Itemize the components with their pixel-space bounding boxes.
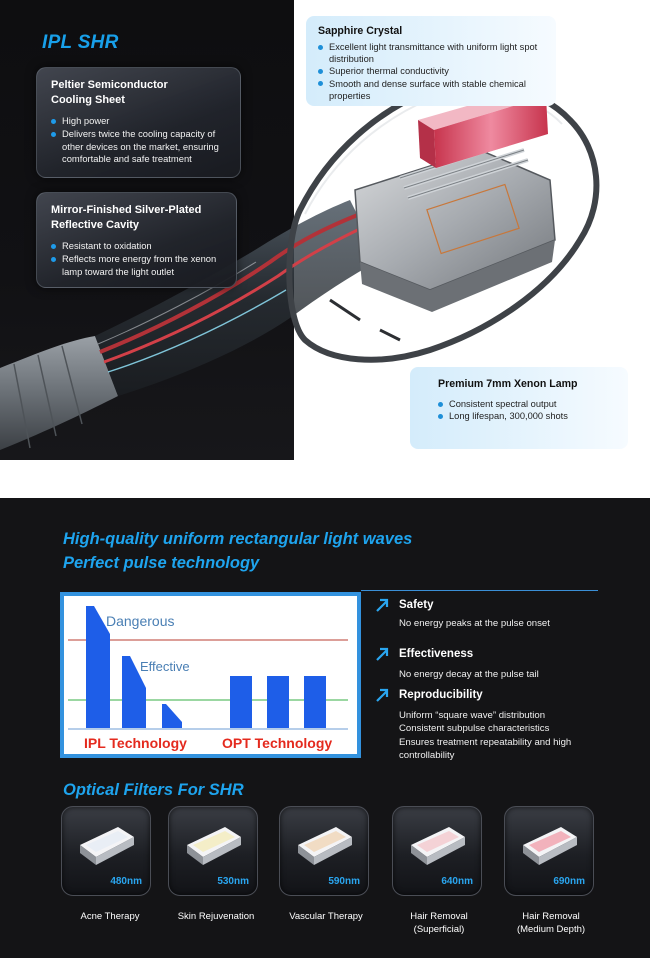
effective-label: Effective bbox=[140, 659, 190, 674]
filter-tile bbox=[504, 806, 594, 896]
feature-line: Ensures treatment repeatability and high bbox=[399, 736, 572, 748]
filter-tile bbox=[168, 806, 258, 896]
feature-reproducibility bbox=[374, 688, 614, 763]
xenon-lamp-card bbox=[410, 367, 628, 449]
feature-line: controllability bbox=[399, 750, 455, 762]
mirror-bullet-list bbox=[51, 240, 224, 278]
peltier-bullet-list bbox=[51, 115, 228, 166]
arrow-up-right-icon bbox=[374, 597, 390, 613]
feature-line: Consistent subpulse characteristics bbox=[399, 723, 550, 735]
sapphire-bullet-list bbox=[318, 41, 544, 102]
filter-tile bbox=[61, 806, 151, 896]
filter-application-label: Vascular Therapy bbox=[289, 911, 363, 922]
bullet-item: Resistant to oxidation bbox=[51, 240, 224, 253]
pulse-comparison-diagram bbox=[60, 592, 361, 758]
optical-filter-icon bbox=[519, 823, 581, 871]
arrow-up-right-icon bbox=[374, 646, 390, 662]
filter-application-label: Skin Rejuvenation bbox=[177, 911, 255, 922]
optical-filters-title: Optical Filters For SHR bbox=[63, 781, 244, 799]
filter-wavelength: 640nm bbox=[441, 876, 473, 887]
bullet-item: Smooth and dense surface with stable chemical properties bbox=[318, 78, 544, 102]
opt-technology-label: OPT Technology bbox=[222, 735, 333, 751]
optical-filter-icon bbox=[294, 823, 356, 871]
opt-pulse-bar bbox=[267, 676, 289, 728]
arrow-up-right-icon bbox=[374, 687, 390, 703]
ipl-technology-label: IPL Technology bbox=[84, 735, 187, 751]
filter-tile bbox=[392, 806, 482, 896]
feature-effectiveness bbox=[374, 647, 614, 681]
pulse-technology-section bbox=[0, 498, 650, 958]
optical-filter-icon bbox=[76, 823, 138, 871]
filter-tile bbox=[279, 806, 369, 896]
headline-light-waves: High-quality uniform rectangular light waves bbox=[63, 530, 413, 548]
filter-application-label: Acne Therapy bbox=[80, 911, 140, 922]
bullet-item: Reflects more energy from the xenon lamp toward the light outlet bbox=[51, 253, 224, 279]
bullet-item: Superior thermal conductivity bbox=[318, 65, 544, 77]
filter-wavelength: 480nm bbox=[110, 876, 142, 887]
peltier-card-title: Peltier Semiconductor Cooling Sheet bbox=[51, 79, 168, 106]
feature-title: Effectiveness bbox=[399, 648, 474, 660]
filter-application-label: Hair Removal (Superficial) bbox=[410, 911, 468, 935]
filter-wavelength: 590nm bbox=[328, 876, 360, 887]
headline-pulse-technology: Perfect pulse technology bbox=[63, 554, 260, 572]
feature-line: No energy decay at the pulse tail bbox=[399, 669, 539, 680]
bullet-item: Long lifespan, 300,000 shots bbox=[438, 410, 614, 422]
bullet-item: High power bbox=[51, 115, 228, 128]
sapphire-crystal-card bbox=[306, 16, 556, 106]
feature-title: Reproducibility bbox=[399, 689, 483, 701]
filter-wavelength: 530nm bbox=[217, 876, 249, 887]
filter-wavelength: 690nm bbox=[553, 876, 585, 887]
filter-application-label: Hair Removal (Medium Depth) bbox=[516, 911, 586, 935]
optical-filter-icon bbox=[407, 823, 469, 871]
ipl-pulse-bar bbox=[162, 704, 182, 728]
feature-line: Uniform “square wave” distribution bbox=[399, 710, 546, 721]
reflective-cavity-card bbox=[36, 192, 237, 288]
dangerous-label: Dangerous bbox=[106, 613, 175, 629]
page-title: IPL SHR bbox=[42, 32, 119, 53]
xenon-bullet-list bbox=[438, 398, 614, 422]
bullet-item: Excellent light transmittance with uniform light spot distribution bbox=[318, 41, 544, 65]
bullet-item: Consistent spectral output bbox=[438, 398, 614, 410]
xenon-card-title: Premium 7mm Xenon Lamp bbox=[438, 378, 578, 390]
feature-line: No energy peaks at the pulse onset bbox=[399, 618, 550, 629]
feature-safety bbox=[374, 598, 614, 630]
pulse-waveform-chart bbox=[64, 596, 357, 754]
bullet-item: Delivers twice the cooling capacity of other devices on the market, ensuring comfortable and safe treatment bbox=[51, 128, 228, 166]
opt-pulse-bar bbox=[304, 676, 326, 728]
device-overview-section bbox=[0, 0, 650, 460]
mirror-card-title: Mirror-Finished Silver-Plated Reflective Cavity bbox=[51, 204, 202, 231]
peltier-cooling-card bbox=[36, 67, 241, 178]
opt-pulse-bar bbox=[230, 676, 252, 728]
feature-divider bbox=[361, 590, 598, 591]
optical-filter-icon bbox=[183, 823, 245, 871]
sapphire-card-title: Sapphire Crystal bbox=[318, 25, 403, 37]
feature-title: Safety bbox=[399, 599, 434, 611]
